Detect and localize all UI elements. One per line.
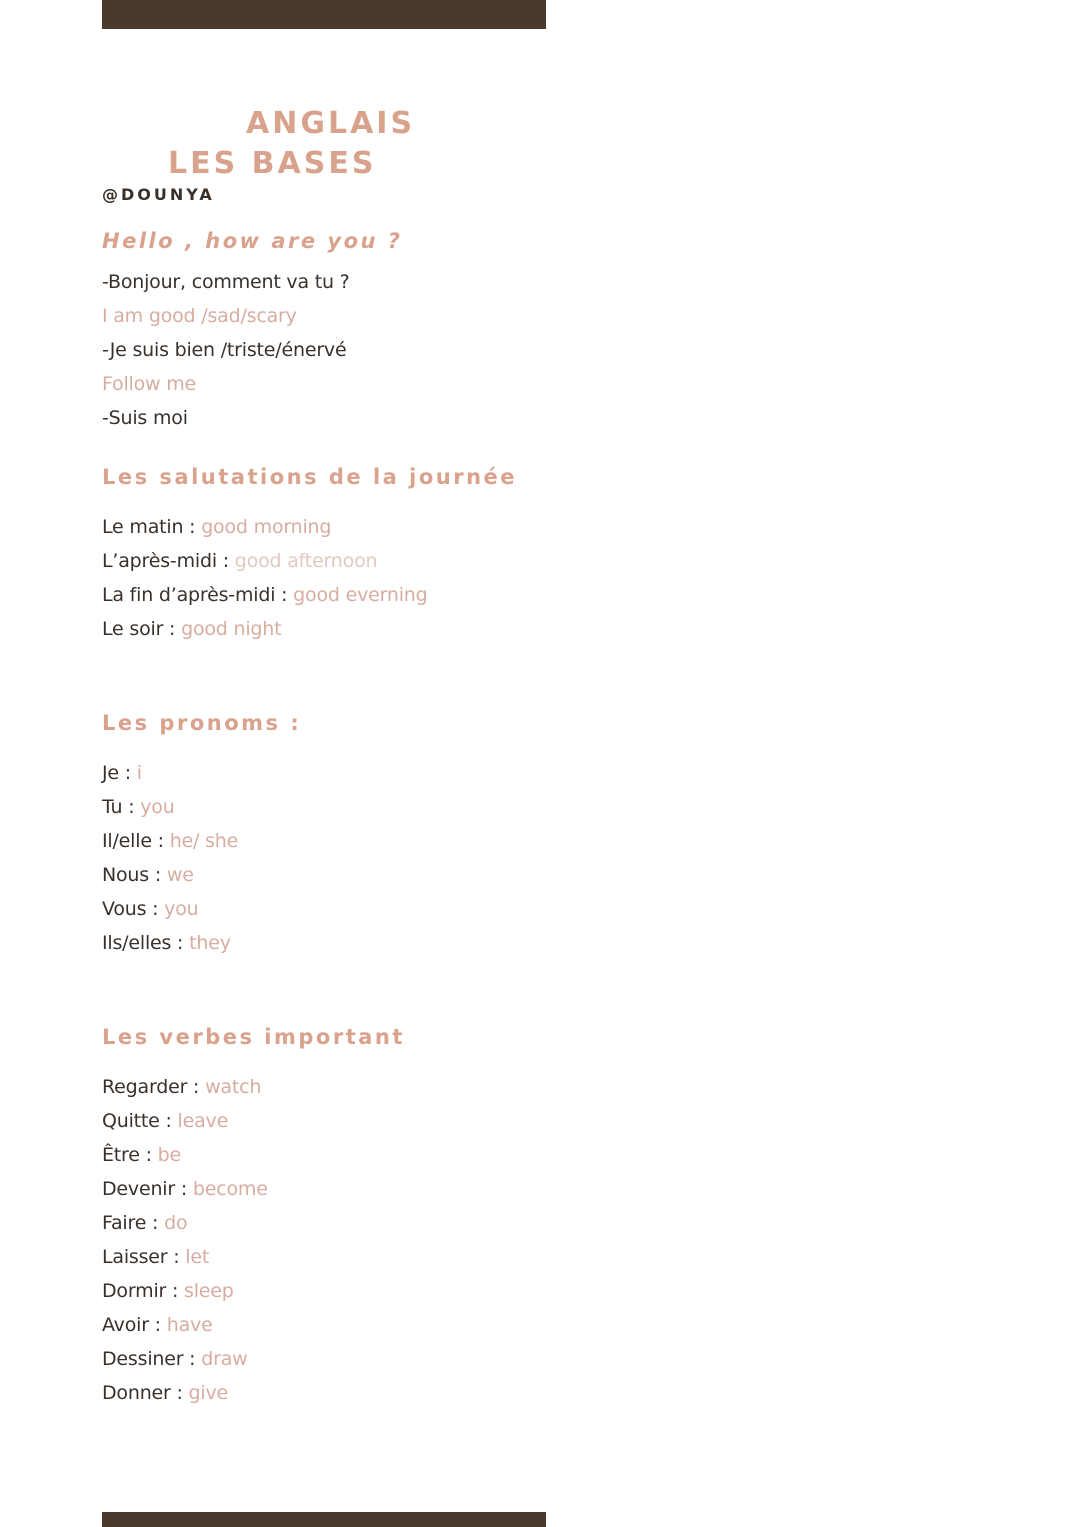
page-title-line-1: ANGLAIS	[246, 106, 416, 141]
vocab-item	[102, 829, 238, 853]
vocab-term: Le matin :	[102, 516, 202, 538]
vocab-translation: do	[164, 1212, 188, 1234]
vocab-item	[102, 1245, 209, 1269]
vocab-translation: be	[157, 1144, 181, 1166]
vocab-translation: let	[185, 1246, 210, 1268]
section-heading-greeting: Hello , how are you ?	[102, 229, 403, 253]
bottom-decorative-bar	[102, 1512, 546, 1527]
vocab-translation: i	[136, 762, 142, 784]
author-handle: @DOUNYA	[102, 185, 215, 204]
vocab-item	[102, 863, 194, 887]
vocab-term: Avoir :	[102, 1314, 167, 1336]
vocab-translation: you	[140, 796, 175, 818]
vocab-translation: he/ she	[169, 830, 239, 852]
vocab-item	[102, 897, 198, 921]
vocab-item	[102, 583, 428, 607]
vocab-term: L’après-midi :	[102, 550, 235, 572]
vocab-term: La fin d’après-midi :	[102, 584, 294, 606]
vocab-item	[102, 761, 142, 785]
vocab-term: Faire :	[102, 1212, 165, 1234]
vocab-item	[102, 1347, 248, 1371]
phrase-line: -Je suis bien /triste/énervé	[102, 339, 347, 361]
section-heading-verbes: Les verbes important	[102, 1025, 405, 1049]
vocab-translation: watch	[205, 1076, 262, 1098]
vocab-term: Regarder :	[102, 1076, 206, 1098]
vocab-item	[102, 1143, 181, 1167]
vocab-item	[102, 617, 281, 641]
vocab-item	[102, 549, 377, 573]
vocab-term: Il/elle :	[102, 830, 170, 852]
vocab-term: Quitte :	[102, 1110, 178, 1132]
vocab-item	[102, 1381, 228, 1405]
vocab-term: Vous :	[102, 898, 165, 920]
vocab-term: Dormir :	[102, 1280, 185, 1302]
vocab-term: Devenir :	[102, 1178, 193, 1200]
page-title-line-2: LES BASES	[168, 146, 377, 181]
vocab-item	[102, 1279, 234, 1303]
phrase-line-english: I am good /sad/scary	[102, 305, 297, 327]
vocab-translation: good morning	[201, 516, 332, 538]
vocab-item	[102, 1211, 187, 1235]
vocab-translation: have	[166, 1314, 213, 1336]
vocab-translation: draw	[201, 1348, 248, 1370]
vocab-translation: good everning	[293, 584, 428, 606]
top-decorative-bar	[102, 0, 546, 29]
phrase-line: -Bonjour, comment va tu ?	[102, 271, 350, 293]
vocab-translation: good afternoon	[234, 550, 378, 572]
vocab-term: Le soir :	[102, 618, 182, 640]
vocab-item	[102, 1313, 213, 1337]
phrase-line: -Suis moi	[102, 407, 188, 429]
vocab-term: Je :	[102, 762, 137, 784]
vocab-translation: you	[164, 898, 199, 920]
vocab-term: Nous :	[102, 864, 167, 886]
section-heading-salutations: Les salutations de la journée	[102, 465, 518, 489]
phrase-line-english: Follow me	[102, 373, 197, 395]
vocab-term: Ils/elles :	[102, 932, 190, 954]
vocab-item	[102, 515, 331, 539]
vocab-term: Dessiner :	[102, 1348, 202, 1370]
vocab-term: Être :	[102, 1144, 158, 1166]
vocab-term: Laisser :	[102, 1246, 186, 1268]
vocab-translation: good night	[181, 618, 282, 640]
vocab-item	[102, 1109, 228, 1133]
section-heading-pronoms: Les pronoms :	[102, 711, 302, 735]
vocab-item	[102, 795, 175, 819]
vocab-term: Donner :	[102, 1382, 189, 1404]
vocab-translation: become	[192, 1178, 268, 1200]
vocab-item	[102, 1177, 268, 1201]
vocab-translation: give	[188, 1382, 229, 1404]
vocab-term: Tu :	[102, 796, 141, 818]
vocab-item	[102, 1075, 261, 1099]
vocab-item	[102, 931, 231, 955]
vocab-translation: they	[189, 932, 231, 954]
vocab-translation: we	[166, 864, 194, 886]
vocab-translation: sleep	[184, 1280, 234, 1302]
vocab-translation: leave	[177, 1110, 229, 1132]
